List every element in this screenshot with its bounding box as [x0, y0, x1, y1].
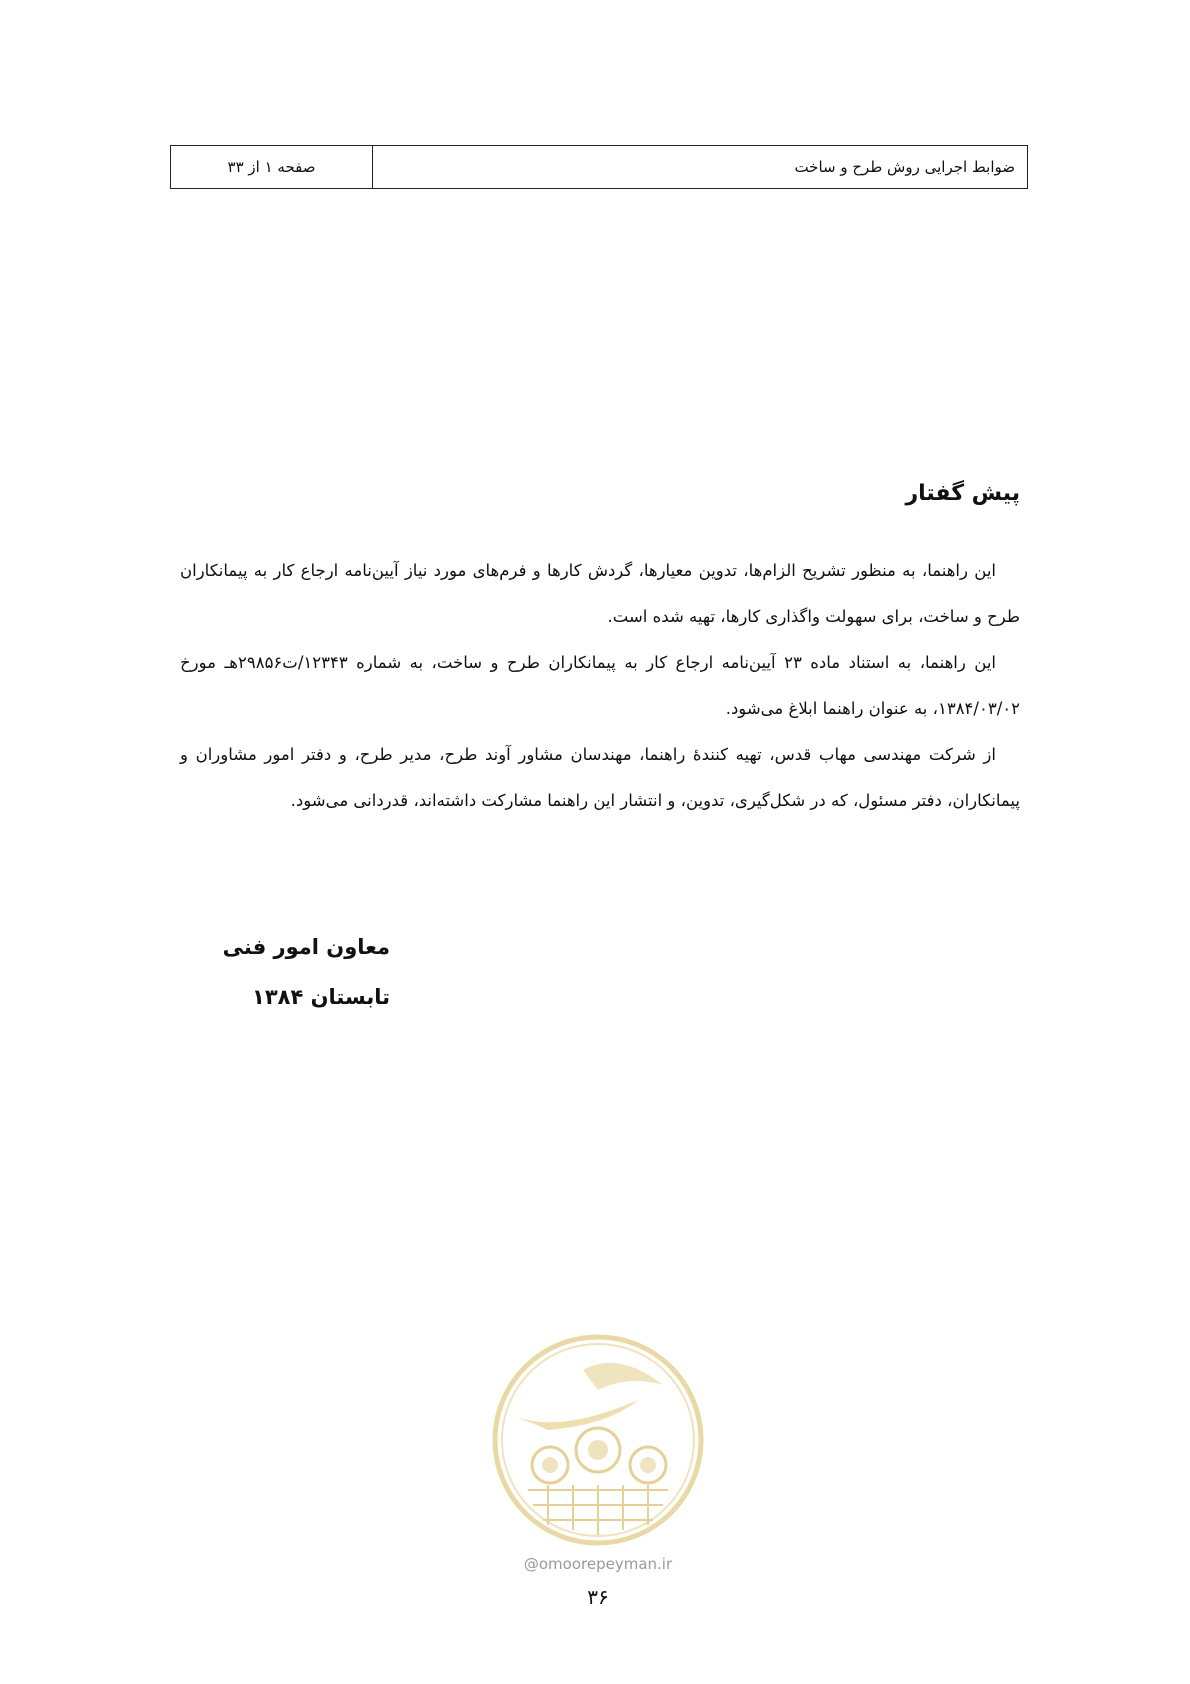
watermark-caption: @omoorepeyman.ir	[523, 1555, 673, 1573]
gear-building-seal-icon	[488, 1330, 708, 1550]
paragraph: این راهنما، به استناد ماده ۲۳ آیین‌نامه ارجاع کار به پیمانکاران طرح و ساخت، به شماره ۱۲۳۴۳/ت۲۹۸۵۶هـ مورخ ۱۳۸۴/۰۳/۰۲، به عنوان راهنما ابلاغ می‌شود.	[180, 653, 1020, 718]
page-number: ۳۶	[587, 1585, 609, 1609]
header-page-label: صفحه ۱ از ۳۳	[171, 146, 373, 188]
signature-name: معاون امور فنی	[222, 935, 390, 959]
signature-date: تابستان ۱۳۸۴	[252, 985, 390, 1009]
watermark-logo	[488, 1330, 708, 1550]
section-heading: پیش گفتار	[905, 481, 1020, 506]
paragraph: از شرکت مهندسی مهاب قدس، تهیه کنندهٔ راهنما، مهندسان مشاور آوند طرح، مدیر طرح، و دفتر امور مشاوران و پیمانکاران، دفتر مسئول، که در شکل‌گیری، تدوین، و انتشار این راهنما مشارکت داشته‌اند، قدردانی می‌شود.	[180, 745, 1020, 810]
body-text	[180, 548, 1020, 824]
page-header	[170, 145, 1028, 189]
header-title: ضوابط اجرایی روش طرح و ساخت	[794, 158, 1015, 176]
paragraph: این راهنما، به منظور تشریح الزام‌ها، تدوین معیارها، گردش کارها و فرم‌های مورد نیاز آیین‌نامه ارجاع کار به پیمانکاران طرح و ساخت، برای سهولت واگذاری کارها، تهیه شده است.	[180, 561, 1020, 626]
